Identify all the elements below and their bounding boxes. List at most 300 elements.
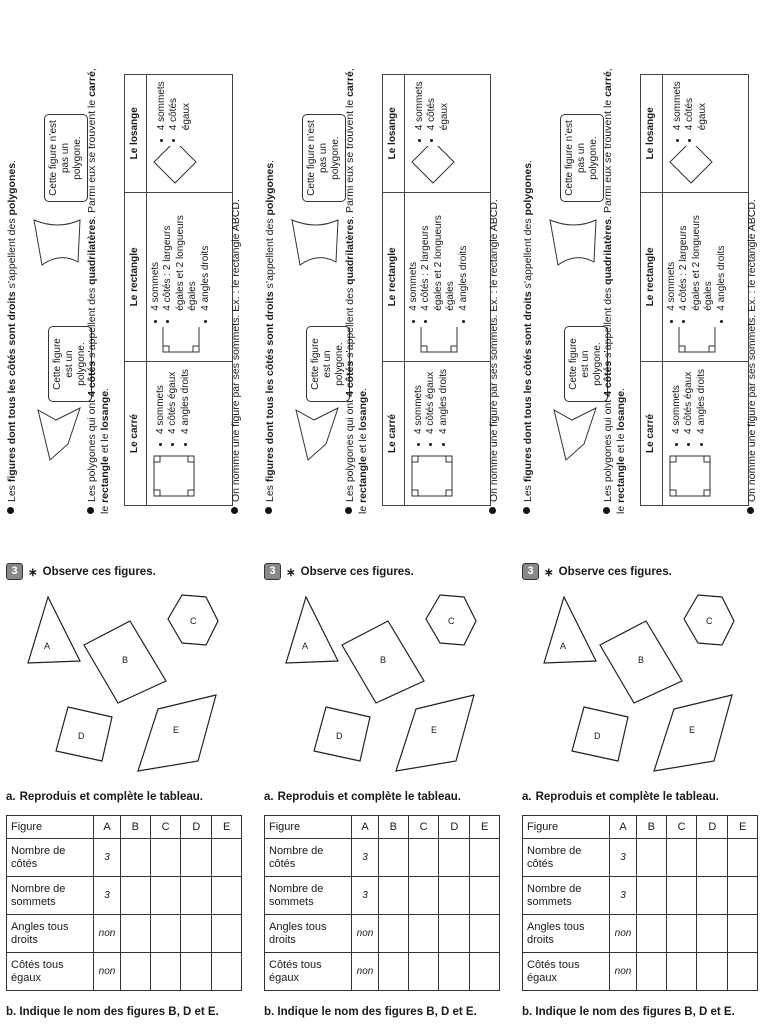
cell-e[interactable] <box>470 915 500 953</box>
lesson-bullet-polygones <box>522 66 535 514</box>
callout-text: Cette figure est un polygone. <box>310 338 345 390</box>
header-losange: Le losange <box>383 75 405 193</box>
quadrilateral-table-header <box>383 75 405 506</box>
carre-props <box>413 369 451 444</box>
losange-cell <box>146 75 232 193</box>
cell-c[interactable] <box>666 877 697 915</box>
worksheet-column-2 <box>258 0 504 1024</box>
header-carre: Le carré <box>641 362 663 506</box>
text: Les polygones qui ont <box>86 396 98 502</box>
cell-b[interactable] <box>379 877 409 915</box>
question-a-letter: a. <box>6 791 16 803</box>
text-bold: quadrilatères <box>344 218 356 285</box>
text-bold: polygones <box>522 162 534 216</box>
cell-e[interactable] <box>728 839 758 877</box>
exercise-title-text: Observe ces figures. <box>300 565 414 578</box>
header-losange: Le losange <box>641 75 663 193</box>
row-angles-droits <box>523 915 758 953</box>
question-b: b. Indique le nom des figures B, D et E. <box>522 1006 735 1018</box>
bullet-dot <box>265 507 272 514</box>
text-bold: losange <box>98 390 111 431</box>
cell-a: 3 <box>94 839 121 877</box>
figures-canvas <box>258 585 504 775</box>
prop-item: • 4 angles droits <box>200 198 213 311</box>
prop-item: • 4 côtés égaux <box>683 369 696 434</box>
cell-a: non <box>610 915 637 953</box>
losange-cell <box>662 75 748 193</box>
difficulty-star-icon: ∗ <box>286 566 296 579</box>
prop-item: • 4 angles droits <box>180 369 193 434</box>
header-figure: Figure <box>523 816 610 839</box>
figures-canvas <box>0 585 246 775</box>
cell-e[interactable] <box>212 953 242 991</box>
header-rectangle: Le rectangle <box>383 192 405 362</box>
text: et le <box>614 430 627 457</box>
answer-table <box>522 815 758 991</box>
cell-b[interactable] <box>121 839 151 877</box>
cell-e[interactable] <box>470 953 500 991</box>
cell-b[interactable] <box>637 915 667 953</box>
text-bold: carré <box>344 71 356 97</box>
header-figure: Figure <box>265 816 352 839</box>
header-carre: Le carré <box>125 362 147 506</box>
cell-c[interactable] <box>408 953 439 991</box>
figure-label-b: B <box>380 655 387 665</box>
non-polygon-example-shape <box>34 220 80 265</box>
lesson-rotated <box>516 60 762 520</box>
figures-canvas <box>516 585 762 775</box>
text-bold: quadrilatères <box>86 218 98 285</box>
text: , le <box>344 68 369 514</box>
prop-item: • 4 sommets <box>666 198 679 311</box>
exercise-number-badge: 3 <box>522 563 539 580</box>
row-label: Nombre de sommets <box>265 877 352 915</box>
answer-table-header <box>7 816 242 839</box>
carre-cell <box>146 362 232 506</box>
cell-a: non <box>94 915 121 953</box>
question-a-letter: a. <box>264 791 274 803</box>
prop-item: • 4 côtés : 2 largeurs égales et 2 longueurs égales <box>678 198 716 311</box>
row-label: Côtés tous égaux <box>7 953 94 991</box>
cell-a: non <box>610 953 637 991</box>
prop-item: • 4 angles droits <box>716 198 729 311</box>
question-a-text: Reproduis et complète le tableau. <box>19 791 203 803</box>
quadrilateral-table-body <box>662 75 748 506</box>
text: . Parmi eux se trouvent le <box>602 96 614 219</box>
rectangle-props <box>408 198 471 321</box>
prop-item: • 4 côtés égaux <box>426 80 451 130</box>
row-nombre-cotes <box>7 839 242 877</box>
prop-item: • 4 sommets <box>155 369 168 434</box>
text-bold: carré <box>602 71 614 97</box>
prop-item: • 4 angles droits <box>438 369 451 434</box>
cell-e[interactable] <box>212 877 242 915</box>
cell-d[interactable] <box>439 953 470 991</box>
text-bold: losange <box>614 390 627 431</box>
row-label: Angles tous droits <box>523 915 610 953</box>
lesson-rotated <box>0 60 246 520</box>
answer-table-header <box>265 816 500 839</box>
rectangle-shape <box>159 327 203 356</box>
lesson-rotated <box>258 60 504 520</box>
cell-b[interactable] <box>637 839 667 877</box>
cell-c[interactable] <box>408 839 439 877</box>
header-carre: Le carré <box>383 362 405 506</box>
lesson-bullet-quadrilateres <box>602 66 627 514</box>
text-bold: polygones <box>264 162 276 216</box>
text: . <box>6 160 18 163</box>
figure-label-c: C <box>190 616 197 626</box>
text: . <box>98 387 111 391</box>
prop-item: • 4 sommets <box>671 369 684 434</box>
cell-d[interactable] <box>181 953 212 991</box>
row-cotes-egaux <box>7 953 242 991</box>
header-d: D <box>439 816 470 839</box>
figure-label-d: D <box>594 731 601 741</box>
exercise-title <box>6 563 156 580</box>
text: s’appellent des <box>602 284 614 361</box>
cell-d[interactable] <box>697 953 728 991</box>
prop-item: • 4 côtés : 2 largeurs égales et 2 longueurs égales <box>162 198 200 311</box>
row-angles-droits <box>7 915 242 953</box>
lesson-bullet-sommets <box>488 66 501 514</box>
non-polygon-example-shape <box>550 220 596 265</box>
lesson-block <box>516 60 762 520</box>
polygon-example-shape <box>38 408 80 460</box>
header-c: C <box>666 816 697 839</box>
bullet-dot <box>87 507 94 514</box>
text: Les <box>522 482 534 502</box>
quadrilateral-table <box>382 74 491 506</box>
header-d: D <box>181 816 212 839</box>
row-nombre-cotes <box>265 839 500 877</box>
cell-a: 3 <box>610 877 637 915</box>
cell-a: 3 <box>94 877 121 915</box>
square-shape <box>150 452 198 500</box>
header-e: E <box>470 816 500 839</box>
non-polygon-example-shape <box>292 220 338 265</box>
header-c: C <box>150 816 181 839</box>
row-label: Angles tous droits <box>7 915 94 953</box>
prop-item: • 4 côtés égaux <box>167 369 180 434</box>
cell-b[interactable] <box>379 953 409 991</box>
question-a-letter: a. <box>522 791 532 803</box>
text: s’appellent des <box>86 284 98 361</box>
figure-label-e: E <box>173 725 180 735</box>
bullet-dot <box>603 507 610 514</box>
cell-e[interactable] <box>728 953 758 991</box>
header-d: D <box>697 816 728 839</box>
question-b: b. Indique le nom des figures B, D et E. <box>264 1006 477 1018</box>
exercise-title <box>522 563 672 580</box>
prop-item: • 4 sommets <box>408 198 421 311</box>
question-a-text: Reproduis et complète le tableau. <box>277 791 461 803</box>
text: On nomme une figure par ses sommets. Ex. : le rectangle ABCD. <box>488 199 500 502</box>
text: . <box>356 387 369 391</box>
cell-c[interactable] <box>150 877 181 915</box>
quadrilateral-table-header <box>641 75 663 506</box>
header-figure: Figure <box>7 816 94 839</box>
quadrilateral-table <box>124 74 233 506</box>
rectangle-cell <box>662 192 748 362</box>
carre-cell <box>662 362 748 506</box>
cell-d[interactable] <box>439 915 470 953</box>
text-bold: figures dont tous les côtés sont droits <box>264 291 276 483</box>
square-shape <box>408 452 456 500</box>
losange-cell <box>404 75 490 193</box>
text: s’appellent des <box>264 215 276 292</box>
square-shape <box>666 452 714 500</box>
bullet-dot <box>523 507 530 514</box>
cell-c[interactable] <box>666 839 697 877</box>
bullet-dot <box>489 507 496 514</box>
text: On nomme une figure par ses sommets. Ex. : le rectangle ABCD. <box>230 199 242 502</box>
text: . <box>522 160 534 163</box>
prop-item: • 4 côtés : 2 largeurs égales et 2 longueurs égales <box>420 198 458 311</box>
rhombus-shape <box>666 146 716 186</box>
quadrilateral-table-header <box>125 75 147 506</box>
bullet-dot <box>747 507 754 514</box>
polygon-example-shape <box>296 408 338 460</box>
text-bold: rectangle <box>356 456 369 503</box>
cell-d[interactable] <box>439 839 470 877</box>
text: . Parmi eux se trouvent le <box>86 96 98 219</box>
answer-table-header <box>523 816 758 839</box>
prop-item: • 4 angles droits <box>458 198 471 311</box>
answer-table <box>6 815 242 991</box>
text-bold: quadrilatères <box>602 218 614 285</box>
row-cotes-egaux <box>265 953 500 991</box>
bullet-dot <box>231 507 238 514</box>
worksheet-column-1 <box>0 0 246 1024</box>
figure-label-c: C <box>448 616 455 626</box>
text: . Parmi eux se trouvent le <box>344 96 356 219</box>
cell-c[interactable] <box>150 839 181 877</box>
cell-b[interactable] <box>121 877 151 915</box>
cell-d[interactable] <box>439 877 470 915</box>
cell-e[interactable] <box>212 839 242 877</box>
callout-text: Cette figure n’est pas un polygone. <box>48 120 83 196</box>
text: On nomme une figure par ses sommets. Ex. : le rectangle ABCD. <box>746 199 758 502</box>
cell-b[interactable] <box>637 877 667 915</box>
text: Les polygones qui ont <box>602 396 614 502</box>
prop-item: • 4 sommets <box>672 80 685 130</box>
text-bold: rectangle <box>98 456 111 503</box>
rhombus-shape <box>150 146 200 186</box>
lesson-block <box>258 60 504 520</box>
figure-label-b: B <box>122 655 129 665</box>
row-nombre-sommets <box>523 877 758 915</box>
callout-not-polygon <box>44 114 88 202</box>
cell-a: non <box>352 915 379 953</box>
cell-c[interactable] <box>150 953 181 991</box>
cell-c[interactable] <box>150 915 181 953</box>
header-b: B <box>379 816 409 839</box>
exercise-figures <box>0 585 246 775</box>
lesson-bullet-quadrilateres <box>86 66 111 514</box>
row-label: Nombre de côtés <box>7 839 94 877</box>
cell-d[interactable] <box>181 839 212 877</box>
cell-a: 3 <box>352 877 379 915</box>
losange-props <box>156 80 194 140</box>
carre-props <box>155 369 193 444</box>
exercise-title-text: Observe ces figures. <box>42 565 156 578</box>
cell-d[interactable] <box>181 915 212 953</box>
prop-item: • 4 côtés égaux <box>684 80 709 130</box>
question-b: b. Indique le nom des figures B, D et E. <box>6 1006 219 1018</box>
cell-d[interactable] <box>697 877 728 915</box>
figure-label-d: D <box>78 731 85 741</box>
header-a: A <box>352 816 379 839</box>
prop-item: • 4 côtés égaux <box>425 369 438 434</box>
cell-a: 3 <box>610 839 637 877</box>
text-bold: carré <box>86 71 98 97</box>
rectangle-cell <box>146 192 232 362</box>
text-bold: polygones <box>6 162 18 216</box>
bullet-dot <box>345 507 352 514</box>
prop-item: • 4 sommets <box>150 198 163 311</box>
cell-e[interactable] <box>728 915 758 953</box>
text: Les polygones qui ont <box>344 396 356 502</box>
answer-table <box>264 815 500 991</box>
text-bold: rectangle <box>614 456 627 503</box>
text-bold: 4 côtés <box>86 360 98 397</box>
text: et le <box>356 430 369 457</box>
cell-d[interactable] <box>181 877 212 915</box>
figure-label-a: A <box>560 641 567 651</box>
cell-e[interactable] <box>728 877 758 915</box>
text: , le <box>602 68 627 514</box>
header-c: C <box>408 816 439 839</box>
row-cotes-egaux <box>523 953 758 991</box>
text: s’appellent des <box>522 215 534 292</box>
bullet-dot <box>7 507 14 514</box>
text-bold: figures dont tous les côtés sont droits <box>6 291 18 483</box>
exercise-title-text: Observe ces figures. <box>558 565 672 578</box>
row-nombre-cotes <box>523 839 758 877</box>
figure-label-c: C <box>706 616 713 626</box>
row-label: Angles tous droits <box>265 915 352 953</box>
callout-text: Cette figure n’est pas un polygone. <box>306 120 341 196</box>
exercise-number-badge: 3 <box>264 563 281 580</box>
quadrilateral-table-body <box>146 75 232 506</box>
cell-b[interactable] <box>121 915 151 953</box>
cell-e[interactable] <box>470 839 500 877</box>
callout-text: Cette figure est un polygone. <box>568 338 603 390</box>
text-bold: 4 côtés <box>602 360 614 397</box>
header-e: E <box>728 816 758 839</box>
cell-c[interactable] <box>408 877 439 915</box>
text: et le <box>98 430 111 457</box>
lesson-bullet-polygones <box>6 66 19 514</box>
losange-props <box>672 80 710 140</box>
cell-d[interactable] <box>697 915 728 953</box>
question-a <box>6 791 207 803</box>
difficulty-star-icon: ∗ <box>544 566 554 579</box>
cell-b[interactable] <box>379 915 409 953</box>
text-bold: losange <box>356 390 369 431</box>
row-label: Nombre de sommets <box>7 877 94 915</box>
cell-a: 3 <box>352 839 379 877</box>
text: s’appellent des <box>344 284 356 361</box>
text-bold: 4 côtés <box>344 360 356 397</box>
cell-b[interactable] <box>637 953 667 991</box>
exercise-number-badge: 3 <box>6 563 23 580</box>
text: . <box>264 160 276 163</box>
text-bold: figures dont tous les côtés sont droits <box>522 291 534 483</box>
figure-a-triangle <box>28 597 80 663</box>
row-label: Côtés tous égaux <box>265 953 352 991</box>
prop-item: • 4 angles droits <box>696 369 709 434</box>
row-label: Nombre de côtés <box>265 839 352 877</box>
header-b: B <box>121 816 151 839</box>
cell-c[interactable] <box>408 915 439 953</box>
lesson-bullet-polygones <box>264 66 277 514</box>
callout-not-polygon <box>302 114 346 202</box>
row-nombre-sommets <box>265 877 500 915</box>
header-rectangle: Le rectangle <box>641 192 663 362</box>
cell-b[interactable] <box>379 839 409 877</box>
exercise-figures <box>516 585 762 775</box>
cell-b[interactable] <box>121 953 151 991</box>
figure-label-e: E <box>689 725 696 735</box>
rhombus-shape <box>408 146 458 186</box>
row-label: Côtés tous égaux <box>523 953 610 991</box>
cell-c[interactable] <box>666 915 697 953</box>
prop-item: • 4 côtés égaux <box>168 80 193 130</box>
cell-c[interactable] <box>666 953 697 991</box>
exercise-title <box>264 563 414 580</box>
row-label: Nombre de sommets <box>523 877 610 915</box>
figure-a-triangle <box>544 597 596 663</box>
figure-label-e: E <box>431 725 438 735</box>
rectangle-cell <box>404 192 490 362</box>
carre-cell <box>404 362 490 506</box>
text: , le <box>86 68 111 514</box>
row-angles-droits <box>265 915 500 953</box>
cell-d[interactable] <box>697 839 728 877</box>
question-a <box>522 791 723 803</box>
callout-text: Cette figure n’est pas un polygone. <box>564 120 599 196</box>
header-a: A <box>94 816 121 839</box>
header-b: B <box>637 816 667 839</box>
prop-item: • 4 sommets <box>156 80 169 130</box>
rectangle-props <box>666 198 729 321</box>
losange-props <box>414 80 452 140</box>
header-losange: Le losange <box>125 75 147 193</box>
header-rectangle: Le rectangle <box>125 192 147 362</box>
figure-label-a: A <box>44 641 51 651</box>
lesson-bullet-sommets <box>230 66 243 514</box>
row-nombre-sommets <box>7 877 242 915</box>
cell-a: non <box>352 953 379 991</box>
worksheet-column-3 <box>516 0 762 1024</box>
polygon-example-shape <box>554 408 596 460</box>
quadrilateral-table-body <box>404 75 490 506</box>
cell-e[interactable] <box>470 877 500 915</box>
rectangle-props <box>150 198 213 321</box>
lesson-bullet-sommets <box>746 66 759 514</box>
question-a-text: Reproduis et complète le tableau. <box>535 791 719 803</box>
quadrilateral-table <box>640 74 749 506</box>
cell-e[interactable] <box>212 915 242 953</box>
cell-a: non <box>94 953 121 991</box>
figure-label-d: D <box>336 731 343 741</box>
lesson-block <box>0 60 246 520</box>
text: Les <box>264 482 276 502</box>
figure-label-b: B <box>638 655 645 665</box>
row-label: Nombre de côtés <box>523 839 610 877</box>
